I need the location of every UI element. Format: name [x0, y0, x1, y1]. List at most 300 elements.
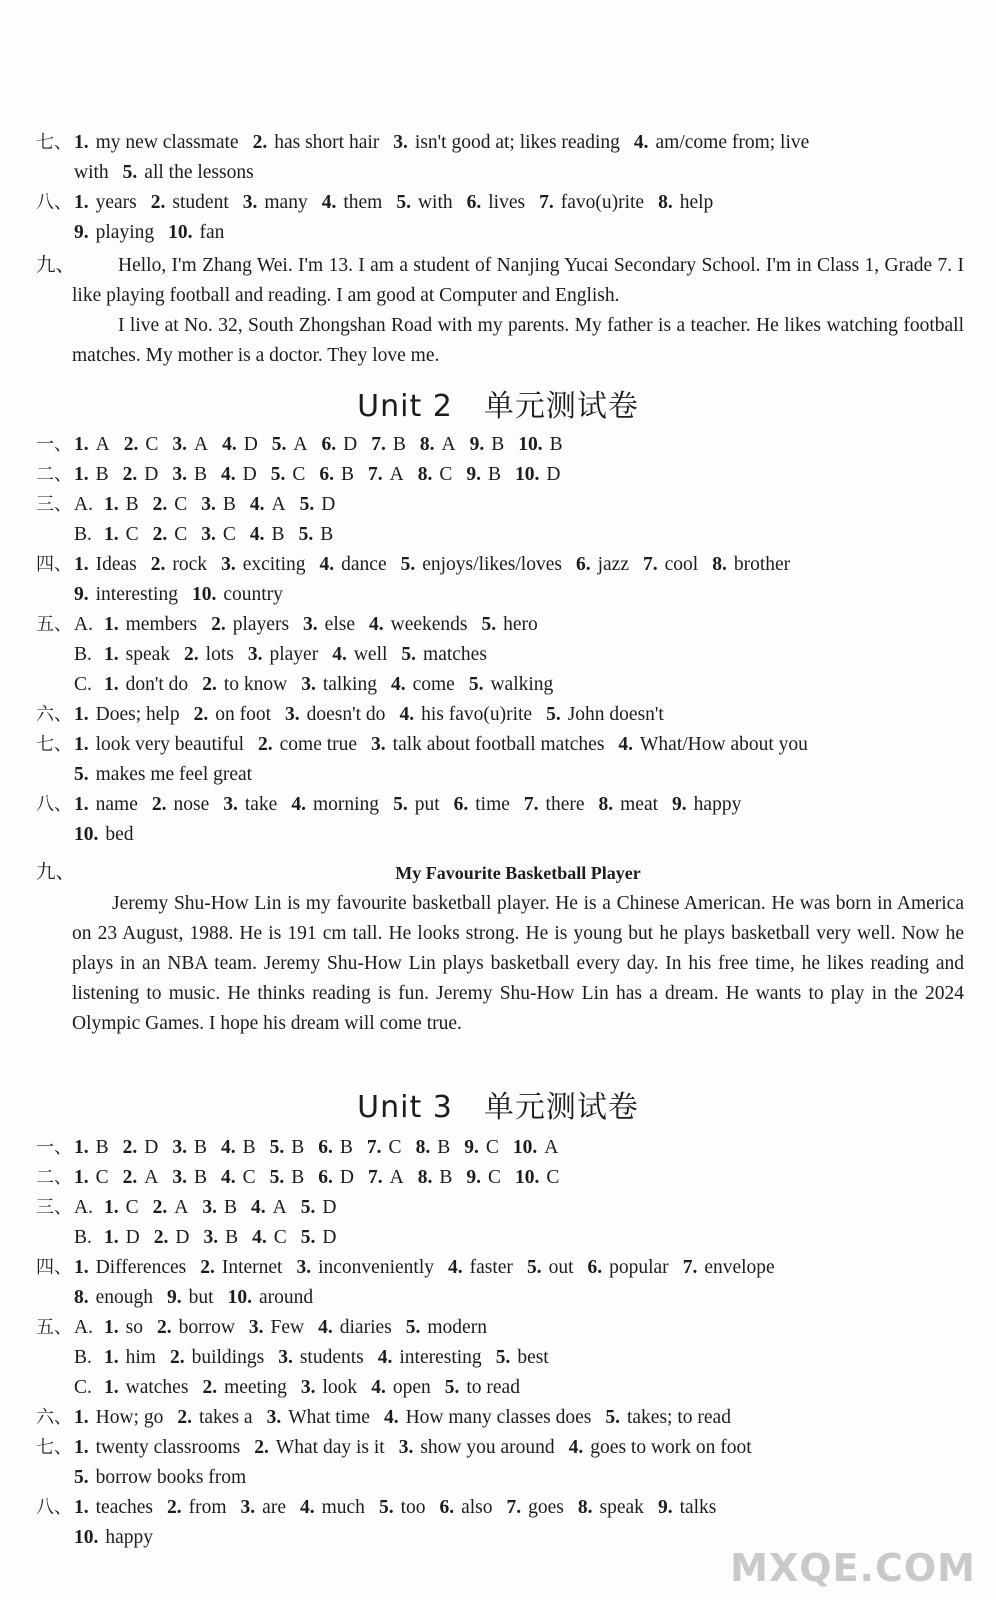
answer-text: well — [353, 644, 388, 665]
item-number: 2. — [167, 1497, 182, 1518]
answer-line — [36, 640, 966, 670]
answer-item — [384, 1407, 591, 1428]
answer-item — [104, 1317, 143, 1338]
item-number: 8. — [598, 794, 614, 815]
item-number: 5. — [400, 554, 416, 575]
answer-item — [221, 1167, 256, 1188]
answer-item — [301, 674, 377, 695]
answer-item — [643, 554, 698, 575]
item-number: 4. — [390, 674, 406, 695]
answer-line — [36, 670, 966, 700]
answer-item — [378, 1347, 482, 1368]
answer-text: C — [125, 1197, 139, 1218]
answer-text: takes; to read — [626, 1407, 731, 1428]
answer-item — [211, 614, 289, 635]
answer-text: with — [417, 192, 453, 213]
item-number: 1. — [74, 1437, 89, 1458]
item-number: 4. — [568, 1437, 584, 1458]
answer-text: C — [242, 1167, 256, 1188]
answer-line — [36, 760, 966, 790]
answer-item — [223, 794, 277, 815]
item-number: 5. — [444, 1377, 460, 1398]
item-number: 3. — [223, 794, 238, 815]
answer-item — [303, 614, 355, 635]
question-number: 六、 — [36, 704, 72, 725]
answer-text: A — [272, 1197, 287, 1218]
answer-text: morning — [312, 794, 380, 815]
answer-item — [482, 614, 538, 635]
answer-text: weekends — [390, 614, 468, 635]
answer-item — [466, 464, 501, 485]
item-number: 9. — [74, 222, 89, 243]
answer-item — [448, 1257, 513, 1278]
item-number: 3. — [221, 554, 236, 575]
item-number: 1. — [74, 1137, 89, 1158]
item-number: 5. — [300, 1197, 316, 1218]
answer-text: him — [125, 1347, 156, 1368]
item-number: 2. — [202, 1377, 218, 1398]
answer-item — [301, 1377, 357, 1398]
answer-text: isn't good at; likes reading — [414, 132, 620, 153]
item-number: 3. — [371, 734, 386, 755]
answer-text: B — [320, 524, 334, 545]
answer-item — [371, 434, 406, 455]
answer-item — [524, 794, 585, 815]
answer-text: enough — [95, 1287, 154, 1308]
answer-item — [200, 1257, 282, 1278]
answer-item — [243, 192, 308, 213]
answer-text: B — [439, 1167, 453, 1188]
answer-text: am/come from; live — [655, 132, 810, 153]
answer-text: A — [193, 434, 209, 455]
answer-text: playing — [95, 222, 155, 243]
item-number: 6. — [466, 192, 482, 213]
answer-item — [445, 1377, 520, 1398]
answer-item — [291, 794, 379, 815]
item-number: 1. — [74, 1497, 89, 1518]
answer-text: C — [174, 494, 188, 515]
item-number: 5. — [401, 644, 417, 665]
item-number: 9. — [464, 1137, 479, 1158]
answer-text: talking — [322, 674, 377, 695]
essay1-paragraph-2: I live at No. 32, South Zhongshan Road with my parents. My father is a teacher. He likes watching football matches. My mother is a doctor. They love me. — [72, 315, 964, 366]
answer-text: popular — [609, 1257, 669, 1278]
answer-text: D — [144, 464, 159, 485]
item-number: 2. — [122, 1137, 138, 1158]
item-number: 4. — [299, 1497, 315, 1518]
answer-item — [319, 464, 354, 485]
answer-item — [74, 162, 109, 183]
part-label: B. — [74, 524, 92, 545]
answer-item — [454, 794, 510, 815]
answer-item — [74, 794, 138, 815]
item-number: 4. — [249, 494, 265, 515]
answer-item — [74, 584, 178, 605]
answer-item — [74, 464, 109, 485]
item-number: 5. — [605, 1407, 620, 1428]
answer-item — [587, 1257, 668, 1278]
item-number: 3. — [201, 524, 216, 545]
item-number: 4. — [633, 132, 649, 153]
answer-line — [36, 1313, 966, 1343]
answer-text: What/How about you — [640, 734, 808, 755]
answer-line — [36, 580, 966, 610]
answer-item — [123, 1167, 159, 1188]
answer-item — [203, 1227, 238, 1248]
answer-text: D — [339, 1167, 354, 1188]
item-number: 7. — [371, 434, 386, 455]
answer-text: D — [125, 1227, 140, 1248]
answer-line — [36, 820, 966, 850]
answer-item — [172, 434, 208, 455]
answer-text: speak — [125, 644, 171, 665]
answer-item — [393, 794, 440, 815]
answer-text: come — [412, 674, 455, 695]
part-label: B. — [74, 1347, 92, 1368]
item-number: 3. — [201, 494, 216, 515]
essay1-label: 九、 — [36, 255, 76, 276]
answer-item — [201, 494, 236, 515]
answer-text: meeting — [224, 1377, 287, 1398]
answer-text: show you around — [420, 1437, 555, 1458]
answer-item — [104, 1347, 156, 1368]
part-label: C. — [74, 1377, 92, 1398]
answer-item — [170, 1347, 264, 1368]
answer-item — [172, 1137, 207, 1158]
item-number: 5. — [74, 764, 89, 785]
answer-text: players — [232, 614, 290, 635]
answer-item — [634, 132, 809, 153]
item-number: 5. — [495, 1347, 511, 1368]
answer-item — [192, 584, 283, 605]
unit3-title: Unit 3 单元测试卷 — [357, 1090, 639, 1125]
answer-text: teaches — [95, 1497, 154, 1518]
answer-text: Few — [270, 1317, 305, 1338]
item-number: 6. — [439, 1497, 455, 1518]
question-number: 七、 — [36, 132, 72, 153]
question-number: 一、 — [36, 434, 72, 455]
answer-text: put — [414, 794, 440, 815]
answer-item — [418, 1167, 453, 1188]
item-number: 3. — [303, 614, 318, 635]
question-number: 一、 — [36, 1137, 72, 1158]
part-label: B. — [74, 644, 92, 665]
answer-text: B — [487, 464, 501, 485]
item-number: 9. — [469, 434, 485, 455]
answer-text: them — [343, 192, 383, 213]
answer-text: also — [461, 1497, 493, 1518]
answer-item — [74, 1497, 153, 1518]
item-number: 10. — [74, 1527, 99, 1548]
answer-line — [36, 700, 966, 730]
answer-text: twenty classrooms — [95, 1437, 241, 1458]
item-number: 1. — [104, 1347, 119, 1368]
answer-line — [36, 1193, 966, 1223]
answer-item — [104, 1197, 139, 1218]
answer-item — [248, 644, 318, 665]
item-number: 5. — [300, 1227, 316, 1248]
item-number: 8. — [658, 192, 673, 213]
item-number: 1. — [74, 132, 89, 153]
answer-text: C — [546, 1167, 560, 1188]
item-number: 10. — [518, 434, 543, 455]
item-number: 1. — [74, 464, 89, 485]
answer-text: brother — [733, 554, 791, 575]
answer-line — [36, 1373, 966, 1403]
answer-item — [318, 1137, 353, 1158]
essay2-label: 九、 — [36, 862, 76, 883]
answer-text: out — [548, 1257, 574, 1278]
answer-text: Ideas — [95, 554, 137, 575]
answer-text: fan — [199, 222, 225, 243]
answer-text: D — [546, 464, 561, 485]
answer-item — [74, 192, 137, 213]
answer-text: A — [95, 434, 110, 455]
answer-text: best — [517, 1347, 549, 1368]
answer-text: look very beautiful — [95, 734, 244, 755]
answer-item — [124, 434, 159, 455]
answer-text: D — [322, 1227, 337, 1248]
item-number: 3. — [248, 1317, 264, 1338]
answer-item — [123, 1137, 159, 1158]
answer-item — [278, 1347, 364, 1368]
item-number: 4. — [221, 1167, 236, 1188]
answer-item — [252, 1227, 287, 1248]
item-number: 4. — [249, 524, 265, 545]
answer-text: goes to work on foot — [590, 1437, 752, 1458]
item-number: 5. — [271, 434, 287, 455]
answer-item — [379, 1497, 426, 1518]
answer-item — [151, 192, 229, 213]
answer-text: there — [545, 794, 585, 815]
item-number: 6. — [453, 794, 469, 815]
item-number: 2. — [122, 1167, 138, 1188]
item-number: 2. — [177, 1407, 192, 1428]
answer-line — [36, 520, 966, 550]
answer-item — [369, 614, 468, 635]
answer-text: C — [222, 524, 236, 545]
item-number: 3. — [278, 1347, 293, 1368]
answer-line — [36, 1283, 966, 1313]
answer-text: hero — [503, 614, 538, 635]
item-number: 3. — [172, 464, 187, 485]
item-number: 2. — [193, 704, 209, 725]
answer-text: student — [172, 192, 229, 213]
item-number: 4. — [377, 1347, 393, 1368]
answer-text: A — [271, 494, 286, 515]
answer-item — [396, 192, 452, 213]
answer-line — [36, 790, 966, 820]
answer-item — [332, 644, 387, 665]
answer-text: favo(u)rite — [560, 192, 645, 213]
answer-text: watches — [125, 1377, 189, 1398]
answer-text: B — [95, 464, 109, 485]
answer-text: interesting — [95, 584, 178, 605]
answer-text: A — [389, 1167, 404, 1188]
answer-text: B — [291, 1167, 305, 1188]
item-number: 1. — [74, 1167, 89, 1188]
answer-item — [202, 674, 287, 695]
item-number: 3. — [172, 434, 187, 455]
answer-item — [300, 1497, 365, 1518]
item-number: 1. — [74, 734, 89, 755]
item-number: 1. — [104, 1377, 119, 1398]
answer-text: open — [392, 1377, 431, 1398]
answer-text: to read — [466, 1377, 520, 1398]
item-number: 3. — [301, 674, 316, 695]
answer-line — [36, 128, 966, 158]
answer-text: C — [174, 524, 188, 545]
answer-item — [420, 434, 456, 455]
answer-line — [36, 1403, 966, 1433]
item-number: 8. — [417, 1167, 433, 1188]
answer-text: years — [95, 192, 137, 213]
answer-line — [36, 158, 966, 188]
answer-line — [36, 550, 966, 580]
item-number: 5. — [393, 794, 408, 815]
part-label: A. — [74, 1317, 93, 1338]
item-number: 6. — [319, 464, 334, 485]
answer-text: cool — [664, 554, 699, 575]
item-number: 7. — [366, 1137, 382, 1158]
item-number: 4. — [399, 704, 415, 725]
item-number: 5. — [481, 614, 497, 635]
answer-item — [439, 1497, 492, 1518]
item-number: 5. — [378, 1497, 394, 1518]
item-number: 3. — [242, 192, 258, 213]
answer-text: much — [321, 1497, 365, 1518]
answer-item — [251, 1197, 287, 1218]
answer-text: walking — [490, 674, 554, 695]
item-number: 5. — [298, 524, 314, 545]
answer-text: B — [125, 494, 139, 515]
item-number: 2. — [252, 132, 268, 153]
item-number: 7. — [643, 554, 658, 575]
item-number: 2. — [123, 434, 139, 455]
question-number: 六、 — [36, 1407, 72, 1428]
answer-item — [418, 464, 453, 485]
answer-text: B — [223, 1197, 237, 1218]
answer-text: members — [125, 614, 198, 635]
answer-text: A — [293, 434, 308, 455]
answer-item — [368, 464, 404, 485]
item-number: 9. — [672, 794, 687, 815]
item-number: 2. — [254, 1437, 269, 1458]
answer-text: has short hair — [274, 132, 380, 153]
answer-item — [301, 1197, 337, 1218]
item-number: 4. — [221, 464, 236, 485]
answer-text: his favo(u)rite — [421, 704, 533, 725]
answer-item — [202, 1197, 237, 1218]
item-number: 5. — [526, 1257, 542, 1278]
item-number: 1. — [104, 1227, 119, 1248]
item-number: 7. — [539, 192, 554, 213]
item-number: 5. — [74, 1467, 89, 1488]
question-number: 四、 — [36, 1257, 72, 1278]
answer-text: D — [175, 1227, 190, 1248]
answer-text: with — [74, 162, 109, 183]
answer-text: A — [144, 1167, 159, 1188]
answer-item — [467, 192, 525, 213]
answer-text: C — [292, 464, 306, 485]
item-number: 3. — [296, 1257, 312, 1278]
question-number: 五、 — [36, 1317, 72, 1338]
item-number: 10. — [515, 464, 540, 485]
answer-line — [36, 1133, 966, 1163]
answer-text: D — [242, 464, 257, 485]
item-number: 2. — [211, 614, 226, 635]
answer-text: makes me feel great — [95, 764, 253, 785]
item-number: 7. — [506, 1497, 522, 1518]
part-label: C. — [74, 674, 92, 695]
answer-item — [74, 1287, 153, 1308]
item-number: 2. — [258, 734, 273, 755]
item-number: 1. — [104, 494, 119, 515]
item-number: 2. — [200, 1257, 215, 1278]
answer-item — [249, 1317, 304, 1338]
answer-item — [300, 494, 336, 515]
answer-text: C — [485, 1137, 499, 1158]
item-number: 5. — [546, 704, 561, 725]
answer-text: rock — [172, 554, 208, 575]
unit2-title: Unit 2 单元测试卷 — [357, 389, 639, 424]
item-number: 8. — [417, 464, 433, 485]
answer-text: A — [389, 464, 404, 485]
answer-item — [151, 554, 207, 575]
item-number: 2. — [152, 494, 168, 515]
item-number: 5. — [269, 1137, 285, 1158]
item-number: 4. — [332, 644, 347, 665]
answer-text: B — [437, 1137, 451, 1158]
question-number: 八、 — [36, 1497, 72, 1518]
answer-text: C — [125, 524, 139, 545]
answer-text: to know — [223, 674, 288, 695]
answer-text: B — [242, 1137, 256, 1158]
item-number: 10. — [191, 584, 217, 605]
item-number: 5. — [396, 192, 411, 213]
item-number: 10. — [227, 1287, 252, 1308]
answer-line — [36, 1343, 966, 1373]
answer-text: B — [193, 1137, 207, 1158]
answer-text: take — [244, 794, 278, 815]
answer-text: envelope — [704, 1257, 775, 1278]
answer-text: goes — [528, 1497, 564, 1518]
item-number: 2. — [150, 554, 166, 575]
answer-text: look — [322, 1377, 358, 1398]
answer-item — [74, 1167, 109, 1188]
item-number: 2. — [151, 794, 167, 815]
answer-item — [496, 1347, 549, 1368]
answer-text: D — [322, 1197, 337, 1218]
question-number: 二、 — [36, 1167, 72, 1188]
item-number: 1. — [104, 644, 119, 665]
question-number: 四、 — [36, 554, 72, 575]
answer-item — [74, 132, 239, 153]
answer-text: all the lessons — [144, 162, 254, 183]
item-number: 7. — [523, 794, 539, 815]
answer-item — [74, 764, 252, 785]
item-number: 2. — [169, 1347, 185, 1368]
item-number: 3. — [202, 1197, 217, 1218]
answer-text: many — [264, 192, 308, 213]
answer-text: come true — [279, 734, 358, 755]
item-number: 5. — [270, 464, 286, 485]
answer-item — [416, 1137, 451, 1158]
item-number: 3. — [285, 704, 300, 725]
answer-item — [683, 1257, 775, 1278]
answer-item — [74, 1257, 186, 1278]
answer-item — [74, 1407, 163, 1428]
